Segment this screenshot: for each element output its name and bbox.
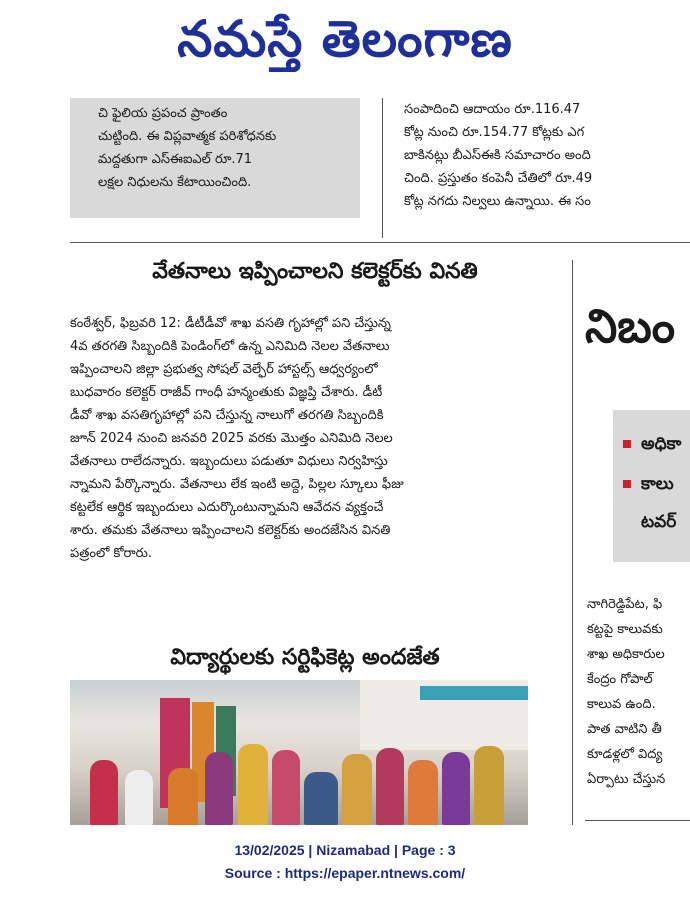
side-bullet-item: కాలు (623, 472, 690, 496)
square-bullet-icon (623, 480, 631, 488)
top-left-article-text: చి ఫైలియ ప్రపంచ ప్రాంతం చుట్టింది. ఈ విప్లవాత్మక పరిశోధనకు మద్దతుగా ఎస్ఈఐఎల్ రూ.71 లక్షల నిధులను కేటాయించింది. (98, 106, 277, 190)
side-bullet-item: టవర్ (641, 512, 677, 532)
photo-article-headline: విద్యార్థులకు సర్టిఫికెట్ల అందజేత (170, 645, 440, 670)
newspaper-masthead: నమస్తే తెలంగాణ (177, 10, 513, 68)
footer-date-line: 13/02/2025 | Nizamabad | Page : 3 (234, 842, 456, 858)
group-photo (70, 680, 528, 825)
article-headline: వేతనాలు ఇప్పించాలని కలెక్టర్‌కు వినతి (152, 259, 478, 284)
side-article-body: నాగిరెడ్డిపేట, ఫి కట్టపై కాలువకు శాఖ అధికారుల కేంద్రం గోపాల్ కాలువ ఉంది. పాత వాటిని తీ కూడళ్లలో విద్య ఏర్పాటు చేస్తున (587, 597, 666, 787)
footer-source-link[interactable]: Source : https://epaper.ntnews.com/ (224, 865, 466, 881)
side-bullet-item: అధికా (623, 432, 690, 456)
column-divider (572, 260, 573, 825)
column-divider (382, 98, 383, 238)
article-body: కంఠేశ్వర్, ఫిబ్రవరి 12: డీటీడీవో శాఖ వసతి గృహాల్లో పని చేస్తున్న 4వ తరగతి సిబ్బందికి పెండింగ్‌లో ఉన్న ఎనిమిది నెలల వేతనాలు ఇప్పించాలని జిల్లా ప్రభుత్వ సోషల్ వెల్ఫేర్ హాస్టల్స్ ఆధ్వర్యంలో బుధవారం కలెక్టర్ రాజీవ్ గాంధీ హన్మంతుకు విజ్ఞప్తి చేశారు. డీటీ డీవో శాఖ వసతిగృహాల్లో పని చేస్తున్న నాలుగో తరగతి సిబ్బందికి జూన్ 2024 నుంచి జనవరి 2025 వరకు మొత్తం ఎనిమిది నెలల వేతనాలు రాలేదన్నారు. ఇబ్బందులు పడుతూ విధులు నిర్వహిస్తు న్నామని పేర్కొన్నారు. వేతనాలు లేక ఇంటి అద్దె, పిల్లల స్కూలు ఫీజు కట్టలేక ఆర్థిక ఇబ్బందులు ఎదుర్కొంటున్నామని ఆవేదన వ్యక్తంచే శారు. తమకు వేతనాలు ఇప్పించాలని కలెక్టర్‌కు అందజేసిన వినతి పత్రంలో కోరారు. (70, 316, 404, 561)
square-bullet-icon (623, 440, 631, 448)
side-highlight-box (613, 410, 690, 562)
top-right-article-text: సంపాదించి ఆదాయం రూ.116.47 కోట్ల నుంచి రూ.154.77 కోట్లకు ఎగ బాకినట్లు బీఎస్ఈకి సమాచారం అంది చింది. ప్రస్తుతం కంపెనీ చేతిలో రూ.49 కోట్ల నగదు నిల్వలు ఉన్నాయి. ఈ సం (404, 102, 593, 209)
top-left-article-box (70, 98, 360, 218)
section-divider (70, 242, 690, 243)
side-article-headline: నిబం (585, 299, 676, 353)
